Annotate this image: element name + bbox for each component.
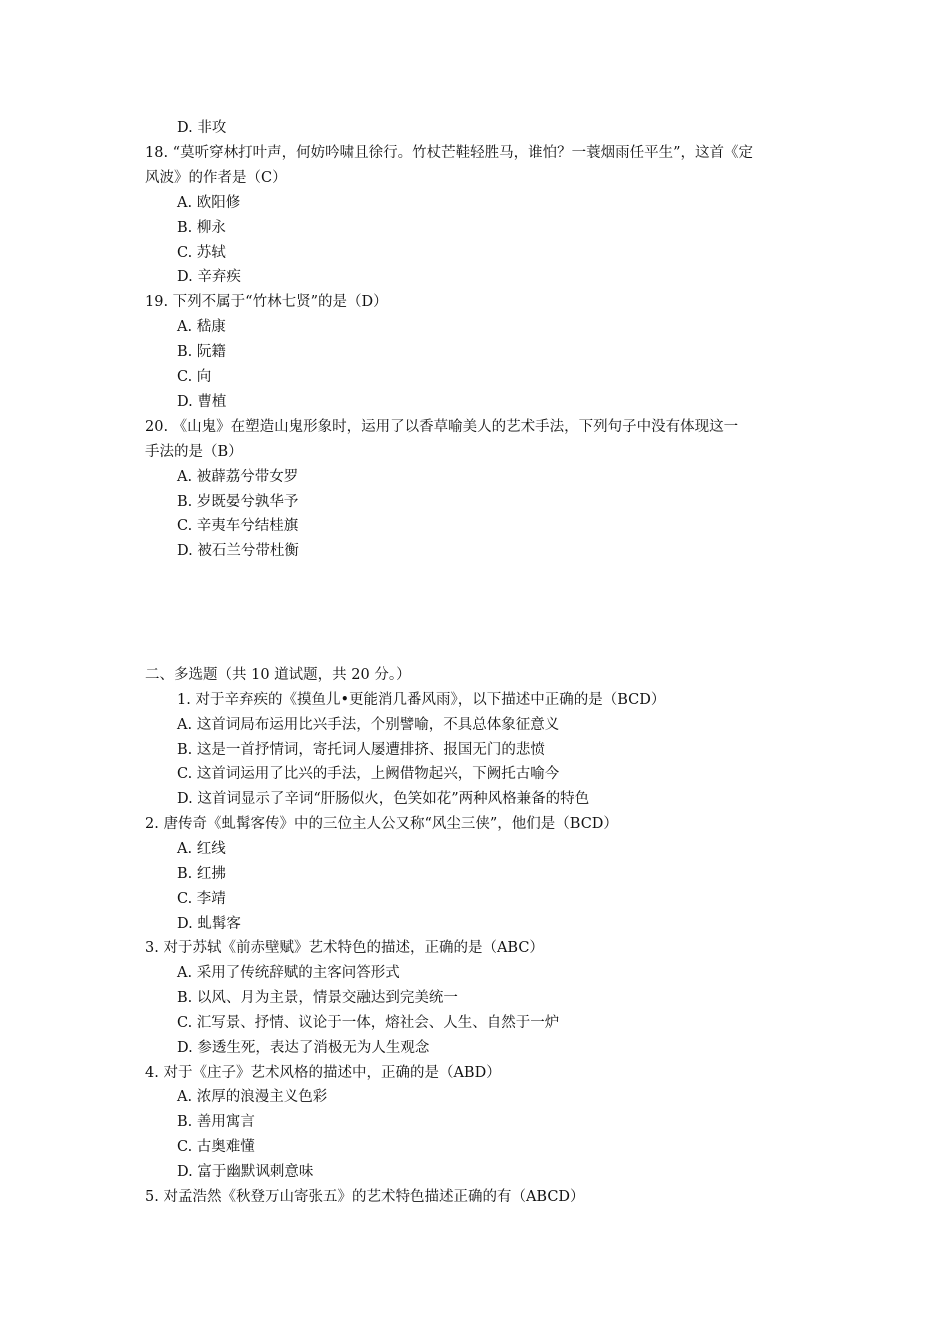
answer-option: A. 红线 (177, 840, 226, 857)
answer-option: C. 辛夷车兮结桂旗 (177, 518, 299, 535)
question-text: 19. 下列不属于“竹林七贤”的是（D） (145, 294, 388, 311)
answer-option: C. 苏轼 (177, 244, 226, 261)
answer-option: B. 红拂 (177, 865, 226, 882)
question-text: 20. 《山鬼》在塑造山鬼形象时，运用了以香草喻美人的艺术手法，下列句子中没有体现这一 (145, 418, 739, 435)
answer-option: B. 这是一首抒情词，寄托词人屡遭排挤、报国无门的悲愤 (177, 741, 545, 758)
answer-option: A. 欧阳修 (177, 194, 241, 211)
answer-option: D. 被石兰兮带杜衡 (177, 543, 299, 560)
answer-option: D. 辛弃疾 (177, 269, 241, 286)
answer-option: C. 汇写景、抒情、议论于一体，熔社会、人生、自然于一炉 (177, 1014, 560, 1031)
answer-option: D. 参透生死，表达了消极无为人生观念 (177, 1039, 430, 1056)
question-text: 3. 对于苏轼《前赤壁赋》艺术特色的描述，正确的是（ABC） (145, 940, 544, 957)
answer-option: D. 虬髯客 (177, 915, 241, 932)
answer-option: B. 岁既晏兮孰华予 (177, 493, 299, 510)
answer-option: A. 被薜荔兮带女罗 (177, 468, 299, 485)
answer-option: C. 古奥难懂 (177, 1139, 255, 1156)
answer-option: A. 这首词局布运用比兴手法，个别譬喻，不具总体象征意义 (177, 716, 560, 733)
answer-option: C. 这首词运用了比兴的手法，上阙借物起兴，下阙托古喻今 (177, 766, 560, 783)
question-text: 4. 对于《庄子》艺术风格的描述中，正确的是（ABD） (145, 1064, 501, 1081)
question-text: 5. 对孟浩然《秋登万山寄张五》的艺术特色描述正确的有（ABCD） (145, 1188, 585, 1205)
answer-option: A. 浓厚的浪漫主义色彩 (177, 1089, 328, 1106)
question-text: 2. 唐传奇《虬髯客传》中的三位主人公又称“风尘三侠”，他们是（BCD） (145, 816, 618, 833)
answer-option: D. 这首词显示了辛词“肝肠似火，色笑如花”两种风格兼备的特色 (177, 791, 590, 808)
answer-option: C. 向 (177, 369, 212, 385)
answer-option: B. 善用寓言 (177, 1114, 255, 1131)
answer-option: D. 曹植 (177, 393, 227, 410)
question-text: 18. “莫听穿林打叶声，何妨吟啸且徐行。竹杖芒鞋轻胜马，谁怕？一蓑烟雨任平生”，这首《定 (145, 144, 753, 161)
answer-option: A. 采用了传统辞赋的主客问答形式 (177, 965, 400, 982)
answer-option: A. 嵇康 (177, 319, 226, 336)
answer-option: B. 柳永 (177, 219, 226, 236)
question-text: 风波》的作者是（C） (145, 169, 287, 186)
answer-option: D. 非攻 (177, 120, 227, 136)
question-text: 二、多选题（共 10 道试题，共 20 分。） (145, 667, 411, 683)
answer-option: B. 阮籍 (177, 344, 226, 361)
answer-option: D. 富于幽默讽刺意味 (177, 1164, 314, 1180)
question-text: 手法的是（B） (145, 443, 243, 460)
answer-option: C. 李靖 (177, 890, 226, 907)
question-text: 1. 对于辛弃疾的《摸鱼儿•更能消几番风雨》，以下描述中正确的是（BCD） (177, 691, 666, 708)
answer-option: B. 以风、月为主景，情景交融达到完美统一 (177, 990, 458, 1007)
